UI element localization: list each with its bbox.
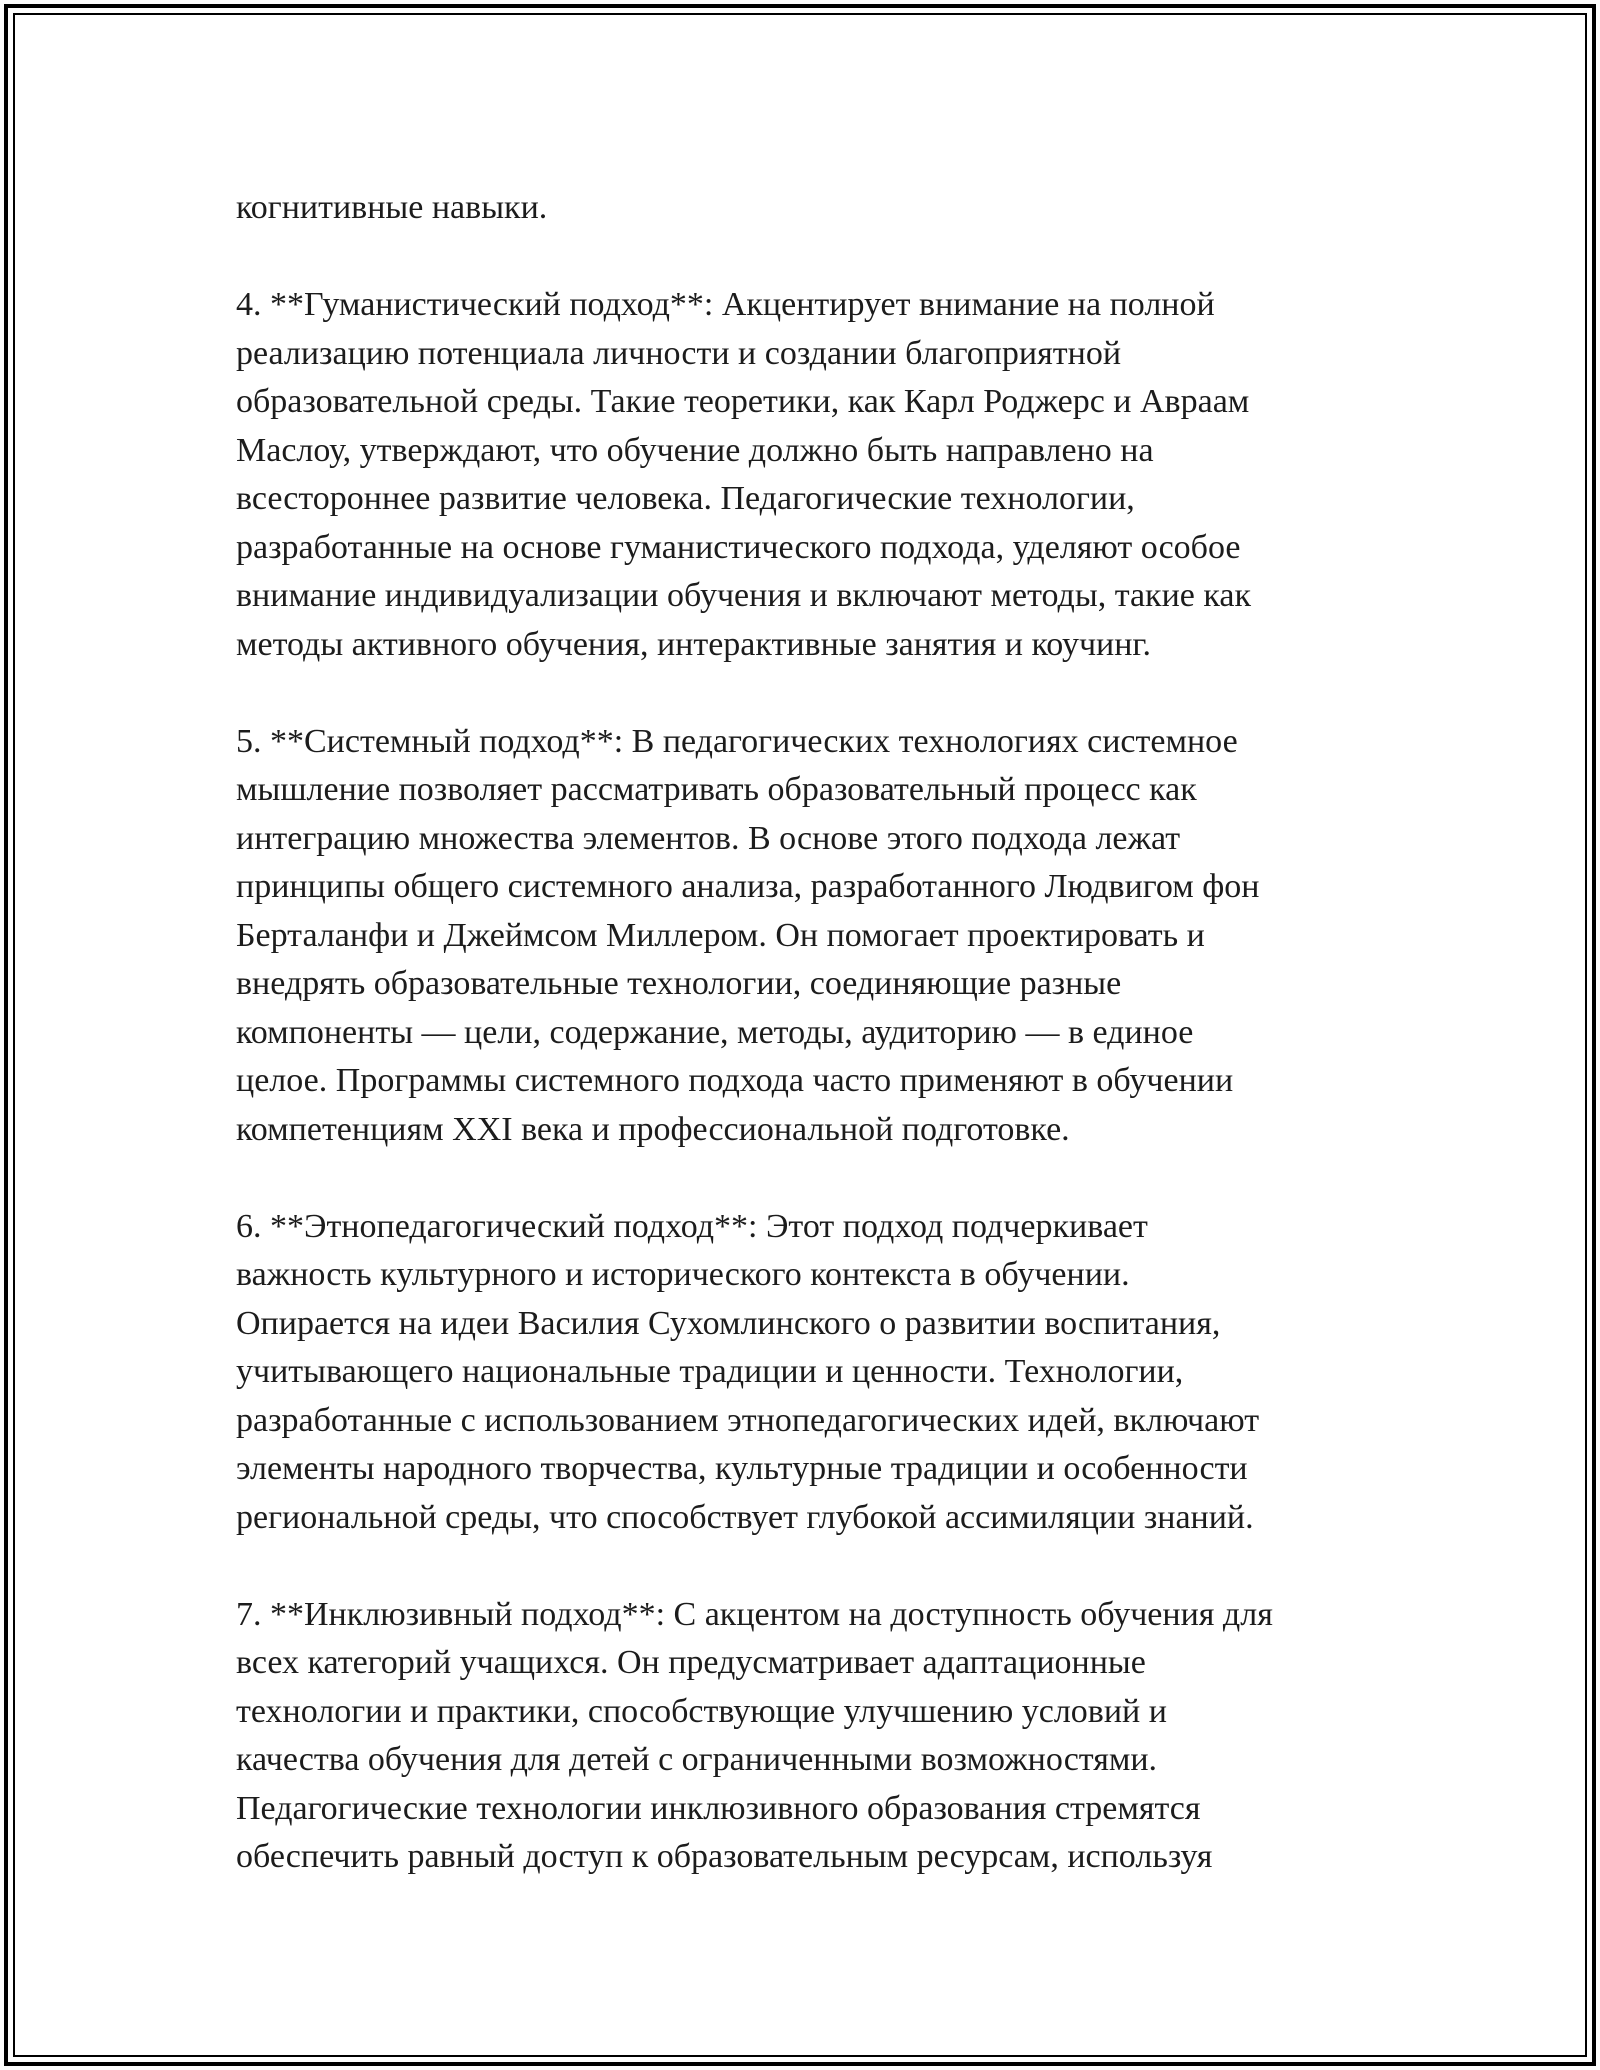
text-line: Маслоу, утверждают, что обучение должно быть направлено на (236, 431, 1154, 469)
text-line: Педагогические технологии инклюзивного образования стремятся (236, 1789, 1201, 1827)
text-line: 6. **Этнопедагогический подход**: Этот подход подчеркивает (236, 1207, 1148, 1245)
paragraph-gap (236, 1154, 1376, 1203)
text-line: региональной среды, что способствует глубокой ассимиляции знаний. (236, 1498, 1254, 1536)
text-line: элементы народного творчества, культурные традиции и особенности (236, 1450, 1248, 1487)
paragraph-ethnopedagogical-approach (236, 1203, 1376, 1543)
text-line: 5. **Системный подход**: В педагогических технологиях системное (236, 722, 1238, 760)
text-line: внимание индивидуализации обучения и включают методы, такие как (236, 577, 1251, 614)
text-line: всех категорий учащихся. Он предусматривает адаптационные (236, 1644, 1146, 1681)
text-line: интеграцию множества элементов. В основе этого подхода лежат (236, 819, 1181, 857)
text-line: важность культурного и исторического контекста в обучении. (236, 1256, 1130, 1293)
text-line: 7. **Инклюзивный подход**: С акцентом на доступность обучения для (236, 1595, 1273, 1633)
intro-line: когнитивные навыки. (236, 189, 548, 226)
text-line: целое. Программы системного подхода часто применяют в обучении (236, 1062, 1234, 1099)
paragraph-gap (236, 233, 1376, 282)
text-line: принципы общего системного анализа, разработанного Людвигом фон (236, 868, 1260, 905)
text-line: всестороннее развитие человека. Педагогические технологии, (236, 480, 1135, 517)
paragraph-inclusive-approach (236, 1591, 1376, 1882)
paragraph-humanistic-approach (236, 281, 1376, 669)
text-line: Берталанфи и Джеймсом Миллером. Он помогает проектировать и (236, 916, 1205, 954)
text-line: разработанные с использованием этнопедагогических идей, включают (236, 1401, 1260, 1439)
text-line: компоненты — цели, содержание, методы, аудиторию — в единое (236, 1013, 1194, 1051)
text-line: 4. **Гуманистический подход**: Акцентирует внимание на полной (236, 286, 1215, 323)
text-line: мышление позволяет рассматривать образовательный процесс как (236, 771, 1197, 808)
paragraph-systems-approach (236, 718, 1376, 1155)
paragraph-gap (236, 1542, 1376, 1591)
text-line: качества обучения для детей с ограниченными возможностями. (236, 1741, 1158, 1778)
text-line: реализацию потенциала личности и создании благоприятной (236, 334, 1122, 372)
text-line: компетенциям XXI века и профессиональной подготовке. (236, 1110, 1070, 1148)
document-body (236, 184, 1376, 1882)
text-line: внедрять образовательные технологии, соединяющие разные (236, 965, 1122, 1002)
text-line: учитывающего национальные традиции и ценности. Технологии, (236, 1353, 1184, 1390)
text-line: образовательной среды. Такие теоретики, как Карл Роджерс и Авраам (236, 383, 1250, 420)
paragraph-gap (236, 669, 1376, 718)
text-line: методы активного обучения, интерактивные занятия и коучинг. (236, 625, 1152, 663)
text-line: Опирается на идеи Василия Сухомлинского о развитии воспитания, (236, 1304, 1221, 1342)
text-line: разработанные на основе гуманистического подхода, уделяют особое (236, 528, 1241, 566)
text-line: обеспечить равный доступ к образовательным ресурсам, используя (236, 1838, 1213, 1875)
text-line: технологии и практики, способствующие улучшению условий и (236, 1692, 1167, 1730)
